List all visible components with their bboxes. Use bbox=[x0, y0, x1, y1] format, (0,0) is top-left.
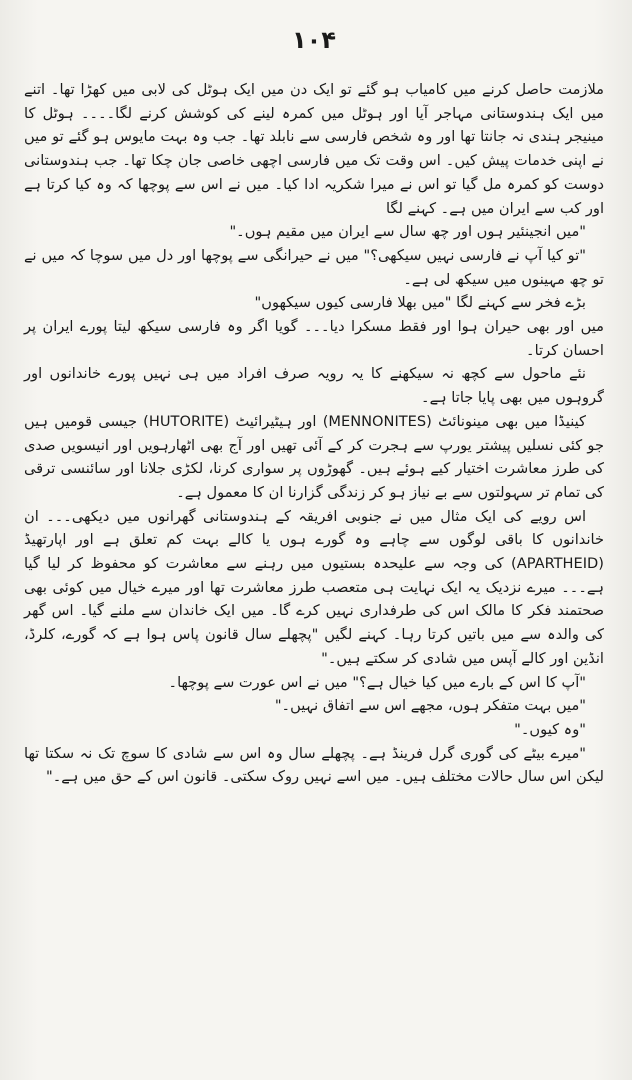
page-number: ۱۰۴ bbox=[292, 26, 336, 54]
paragraph: "تو کیا آپ نے فارسی نہیں سیکھی؟" میں نے حیرانگی سے پوچھا اور دل میں سوچا کہ میں نے تو چھ مہینوں میں سیکھ لی ہے۔ bbox=[24, 246, 604, 288]
paragraph: بڑے فخر سے کہنے لگا "میں بھلا فارسی کیوں سیکھوں" bbox=[254, 294, 586, 312]
paragraph: "میں بہت متفکر ہوں، مجھے اس سے اتفاق نہیں۔" bbox=[274, 697, 586, 715]
paragraph: "میں انجینئیر ہوں اور چھ سال سے ایران میں مقیم ہوں۔" bbox=[229, 223, 586, 241]
paragraph: "آپ کا اس کے بارے میں کیا خیال ہے؟" میں نے اس عورت سے پوچھا۔ bbox=[168, 673, 586, 691]
paragraph: "وہ کیوں۔" bbox=[514, 720, 586, 738]
paragraph: اس رویے کی ایک مثال میں نے جنوبی افریقہ کے ہندوستانی گھرانوں میں دیکھی۔۔۔ ان خاندانوں کا باقی لوگوں سے چاہے وہ گورے ہوں یا کالے بہت کم تعلق ہے اور اپارتھیڈ (APARTHEID) کی وجہ سے علیحدہ بستیوں میں رہنے سے معاشرت کو محفوظ کر لیا گیا ہے۔۔۔ میرے نزدیک یہ ایک نہایت ہی متعصب طرز معاشرت تھا اور میرے خیال میں کوئی بھی صحتمند فکر کا مالک اس کی طرفداری نہیں کرے گا۔ میں ایک خاندان سے ملنے گیا۔ اس گھر کی والدہ سے میں باتیں کرتا رہا۔ کہنے لگیں "پچھلے سال قانون پاس ہوا ہے کہ گورے، کلرڈ، انڈین اور کالے آپس میں شادی کر سکتے ہیں۔" bbox=[24, 507, 604, 667]
paragraph: نئے ماحول سے کچھ نہ سیکھنے کا یہ رویہ صرف افراد میں ہی نہیں پورے خاندانوں اور گروہوں میں بھی پایا جاتا ہے۔ bbox=[24, 365, 604, 407]
page-body bbox=[24, 78, 604, 789]
paragraph: ملازمت حاصل کرنے میں کامیاب ہو گئے تو ایک دن میں ایک ہوٹل کی لابی میں کھڑا تھا۔ اتنے میں ایک ہندوستانی مہاجر آیا اور ہوٹل میں کمرہ لینے کی کوشش کرنے لگا۔۔۔۔ ہوٹل کا مینیجر ہندی نہ جانتا تھا اور وہ شخص فارسی سے نابلد تھا۔ جب وہ بہت مایوس ہو گئے تو میں نے اپنی خدمات پیش کیں۔ اس وقت تک میں فارسی اچھی خاصی جان چکا تھا۔ جب ہندوستانی دوست کو کمرہ مل گیا تو اس نے میرا شکریہ ادا کیا۔ میں نے اس سے پوچھا کہ وہ کیا کرتا ہے اور کب سے ایران میں ہے۔ کہنے لگا bbox=[24, 81, 604, 217]
paragraph: "میرے بیٹے کی گوری گرل فرینڈ ہے۔ پچھلے سال وہ اس سے شادی کا سوچ تک نہ سکتا تھا لیکن اس سال حالات مختلف ہیں۔ میں اسے نہیں روک سکتی۔ قانون اس کے حق میں ہے۔" bbox=[24, 744, 604, 786]
paragraph: کینیڈا میں بھی مینونائٹ (MENNONITES) اور ہیٹیرائیٹ (HUTORITE) جیسی قومیں ہیں جو کئی نسلیں پیشتر یورپ سے ہجرت کر کے آئی تھیں اور آج بھی اٹھارہویں اور انیسویں صدی کی طرز معاشرت اختیار کیے ہوئے ہیں۔ گھوڑوں پر سواری کرنا، لکڑی جلانا اور سائنسی ترقی کی تمام تر سہولتوں سے بے نیاز ہو کر زندگی گزارنا ان کا معمول ہے۔ bbox=[24, 412, 604, 501]
paragraph: میں اور بھی حیران ہوا اور فقط مسکرا دیا۔۔۔ گویا اگر وہ فارسی سیکھ لیتا پورے ایران پر احسان کرتا۔ bbox=[24, 318, 604, 359]
